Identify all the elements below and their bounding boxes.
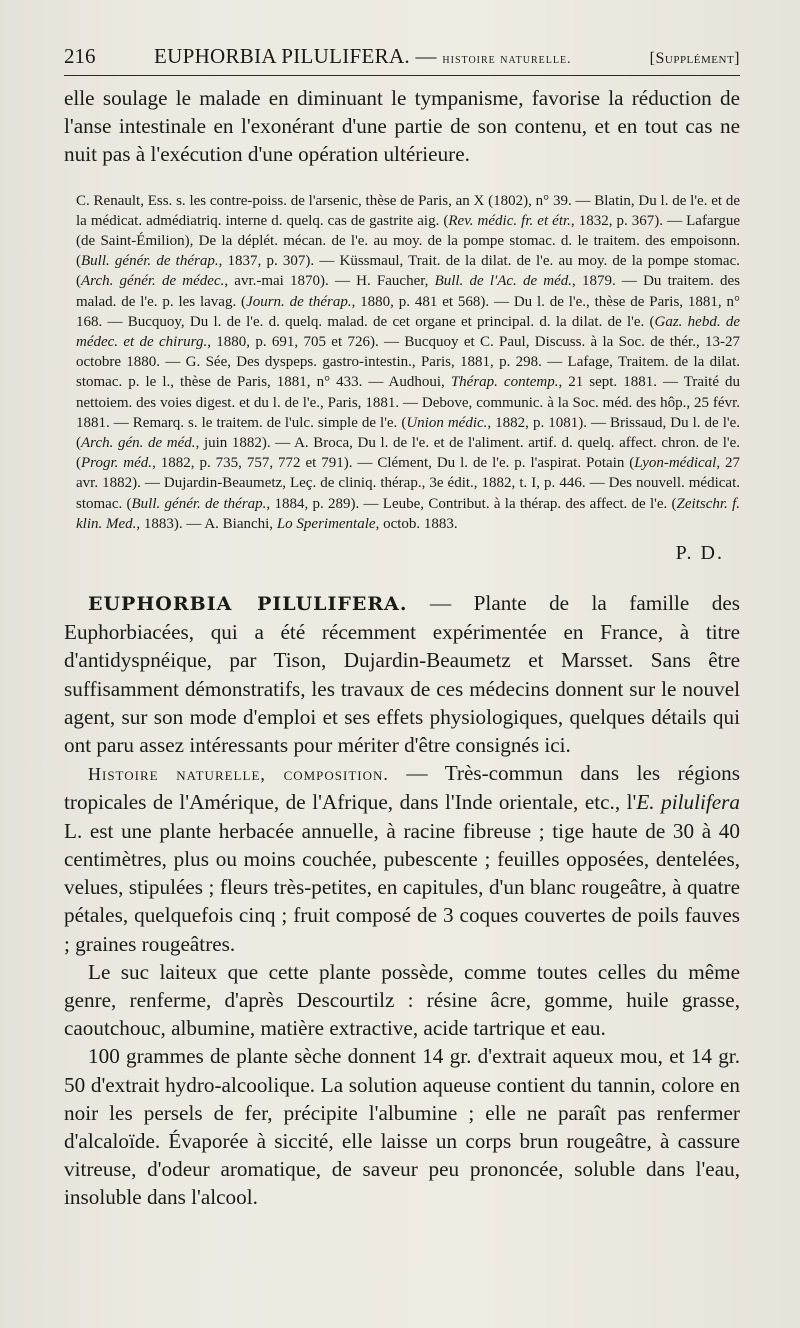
- ref-text: , 1879. — Du traitem. des malad. de l'e. p. les lavag. (: [76, 273, 741, 310]
- article-heading: EUPHORBIA PILULIFERA.: [88, 593, 408, 616]
- ref-journal: Union médic.: [406, 414, 488, 431]
- header-title: EUPHORBIA PILULIFERA.: [154, 44, 410, 68]
- author-signature: P. D.: [675, 542, 724, 565]
- natural-history-text-2: L. est une plante herbacée annuelle, à racine fibreuse ; tige haute de 30 à 40 centimètres, plus ou moins couchée, pubescente ; feuilles opposées, dentelées, velues, stipulées ; fleurs très-petites, en capitules, d'un blanc rougeâtre, à quatre pétales, quelquefois cinq ; fruit composé de 3 coques couvertes de poils fauves ; graines rougeâtres.: [64, 818, 740, 956]
- ref-journal: Gaz. hebd. de médec. et de chirurg.: [76, 313, 740, 351]
- article-euphorbia: [64, 589, 740, 1211]
- ref-text: , 1884, p. 289). — Leube, Contribut. à la thérap. des affect. de l'e. (: [266, 495, 677, 512]
- ref-text: , 1832, p. 367). — Lafargue (de Saint-Émilion), De la déplét. mécan. de l'e. au moy. de la pompe stomac. d. le traitem. des empoisonn. (: [76, 212, 740, 270]
- ref-text: , 27 avr. 1882). — Dujardin-Beaumetz, Leç. de cliniq. thérap., 3e édit., 1882, t. I, p. 446. — Des nouvell. médicat. stomac. (: [76, 455, 741, 512]
- header-supplement: [Supplément]: [649, 50, 740, 67]
- latex-paragraph: Le suc laiteux que cette plante possède, comme toutes celles du même genre, renferme, d'après Descourtilz : résine âcre, gomme, huile grasse, caoutchouc, albumine, matière extractive, acide tartrique et eau.: [64, 959, 740, 1041]
- ref-journal: Lyon-médical: [634, 455, 717, 472]
- ref-journal: Arch. génér. de médec.: [81, 273, 225, 290]
- bibliography: [64, 191, 740, 534]
- ref-text: , 1880, p. 691, 705 et 726). — Bucquoy et C. Paul, Discuss. à la Soc. de thér., 13-27 octobre 1880. — G. Sée, Des dyspeps. gastro-intestin., Paris, 1881, p. 298. — Lafage, Traitem. de la dilat. stomac. p. le l., thèse de Paris, 1881, n° 433. — Audhoui,: [76, 334, 741, 391]
- species-name: E. pilulifera: [636, 790, 740, 815]
- running-header: [64, 44, 740, 76]
- ref-text: C. Renault, Ess. s. les contre-poiss. de l'arsenic, thèse de Paris, an X (1802), n° 39. — Blatin, Du l. de l'e. et de la médicat. admédiatriq. interne d. quelq. cas de gastrite aig. (: [76, 192, 740, 229]
- natural-history-label: Histoire naturelle, composition.: [88, 764, 389, 785]
- header-section: histoire naturelle.: [442, 52, 572, 67]
- intro-paragraph: elle soulage le malade en diminuant le tympanisme, favorise la réduction de l'anse intestinale en l'exonérant d'une partie de son contenu, et en tout cas ne nuit pas à l'exécution d'une opération ultérieure.: [64, 86, 740, 167]
- ref-text: , 1882, p. 1081). — Brissaud, Du l. de l'e. (: [76, 414, 740, 452]
- ref-journal: Bull. de l'Ac. de méd.: [434, 273, 573, 290]
- header-dash: —: [415, 44, 437, 68]
- article-intro-text: — Plante de la famille des Euphorbiacées, qui a été récemment expérimentée en France, à titre d'antidyspnéique, par Tison, Dujardin-Beaumetz et Marsset. Sans être suffisamment démonstratifs, les travaux de ces médecins donnent sur le nouvel agent, sur son mode d'emploi et ses effets physiologiques, quelques détails qui ont paru assez intéressants pour mériter d'être consignés ici.: [64, 591, 740, 758]
- natural-history-paragraph: [64, 759, 740, 957]
- ref-journal: Journ. de thérap.: [246, 293, 352, 310]
- ref-journal: Lo Sperimentale: [276, 515, 376, 532]
- ref-text: , avr.-mai 1870). — H. Faucher,: [224, 273, 435, 290]
- ref-text: , octob. 1883.: [375, 515, 458, 532]
- ref-text: , 1883). — A. Bianchi,: [136, 515, 277, 532]
- ref-journal: Zeitschr. f. klin. Med.: [76, 495, 740, 532]
- ref-journal: Arch. gén. de méd.: [81, 435, 196, 452]
- ref-text: , 1882, p. 735, 757, 772 et 791). — Clément, Du l. de l'e. p. l'aspirat. Potain (: [152, 455, 635, 472]
- ref-text: , 1880, p. 481 et 568). — Du l. de l'e., thèse de Paris, 1881, n° 168. — Bucquoy, Du l. de l'e. d. quelq. malad. de cet organe et principal. d. la dilat. de l'e. (: [76, 293, 740, 330]
- natural-history-text: — Très-commun dans les régions tropicales de l'Amérique, de l'Afrique, dans l'Inde orientale, etc., l': [64, 761, 740, 815]
- ref-journal: Bull. génér. de thérap.: [81, 253, 219, 270]
- ref-journal: Bull. génér. de thérap.: [131, 495, 267, 512]
- article-intro: [64, 589, 740, 759]
- ref-text: , 21 sept. 1881. — Traité du nettoiem. des voies digest. et du l. de l'e., Paris, 1881. — Debove, communic. à la Soc. méd. des hôp., 25 févr. 1881. — Remarq. s. le traitem. de l'ulc. simple de l'e. (: [76, 374, 740, 431]
- ref-journal: Progr. méd.: [81, 455, 153, 472]
- ref-journal: Rev. médic. fr. et étr.: [448, 212, 571, 229]
- page-number: 216: [64, 44, 96, 68]
- extract-paragraph: 100 grammes de plante sèche donnent 14 gr. d'extrait aqueux mou, et 14 gr. 50 d'extrait hydro-alcoolique. La solution aqueuse contient du tannin, colore en noir les persels de fer, précipite l'albumine ; elle ne paraît pas renfermer d'alcaloïde. Évaporée à siccité, elle laisse un corps brun rougeâtre, à cassure vitreuse, d'odeur aromatique, de saveur peu prononcée, soluble dans l'eau, insoluble dans l'alcool.: [64, 1044, 740, 1210]
- ref-text: , 1837, p. 307). — Küssmaul, Trait. de la dilat. de l'e. au moy. de la pompe stomac. (: [76, 253, 741, 290]
- ref-journal: Thérap. contemp.: [450, 374, 559, 391]
- ref-text: , juin 1882). — A. Broca, Du l. de l'e. et de l'aliment. artif. d. quelq. affect. chron. de l'e. (: [76, 435, 740, 472]
- running-title: [154, 44, 650, 69]
